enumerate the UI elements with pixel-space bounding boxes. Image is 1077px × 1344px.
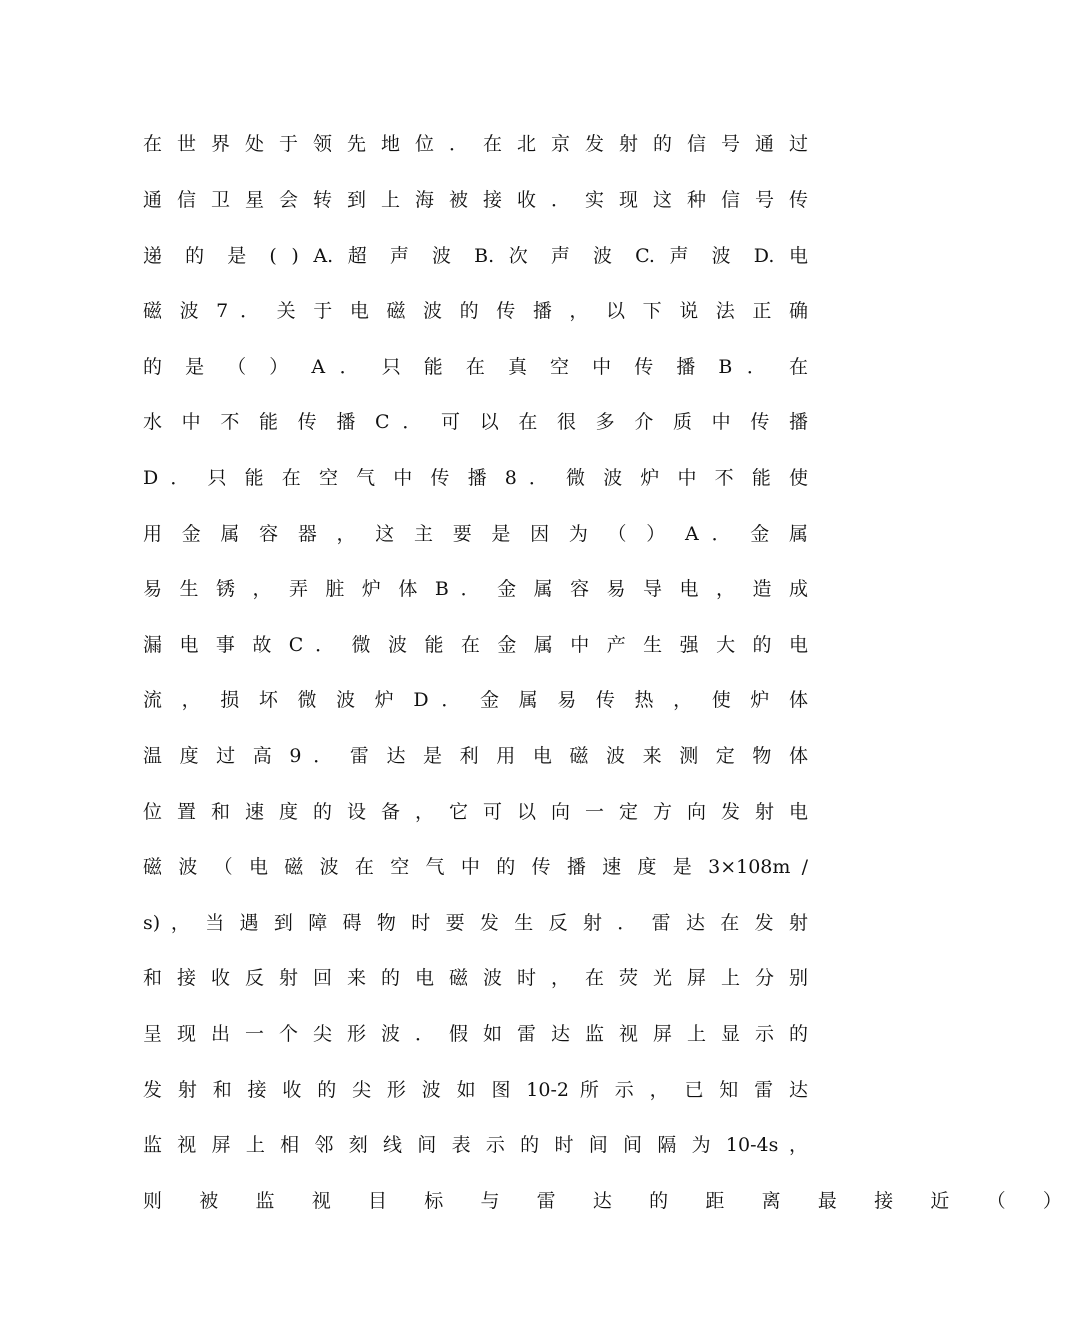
text-line-6: 水 中 不 能 传 播 C ． 可 以 在 很 多 介 质 中 传 播	[143, 411, 808, 433]
text-line-4: 磁 波 7 ． 关 于 电 磁 波 的 传 播 ， 以 下 说 法 正 确	[143, 300, 808, 322]
text-line-3: 递 的 是 ( ) A. 超 声 波 B. 次 声 波 C. 声 波 D. 电	[143, 245, 808, 267]
text-line-8: 用 金 属 容 器 ， 这 主 要 是 因 为 （ ） A ． 金 属	[143, 523, 808, 545]
text-line-13: 位 置 和 速 度 的 设 备 ， 它 可 以 向 一 定 方 向 发 射 电	[143, 801, 808, 823]
text-line-1: 在 世 界 处 于 领 先 地 位 ． 在 北 京 发 射 的 信 号 通 过	[143, 133, 808, 155]
text-line-5: 的 是 （ ） A ． 只 能 在 真 空 中 传 播 B ． 在	[143, 356, 808, 378]
text-line-9: 易 生 锈 ， 弄 脏 炉 体 B ． 金 属 容 易 导 电 ， 造 成	[143, 578, 808, 600]
text-line-11: 流 ， 损 坏 微 波 炉 D ． 金 属 易 传 热 ， 使 炉 体	[143, 689, 808, 711]
text-line-16: 和 接 收 反 射 回 来 的 电 磁 波 时 ， 在 荧 光 屏 上 分 别	[143, 967, 808, 989]
text-line-12: 温 度 过 高 9 ． 雷 达 是 利 用 电 磁 波 来 测 定 物 体	[143, 745, 808, 767]
text-line-19: 监 视 屏 上 相 邻 刻 线 间 表 示 的 时 间 间 隔 为 10-4s ，	[143, 1134, 808, 1156]
text-line-17: 呈 现 出 一 个 尖 形 波 ． 假 如 雷 达 监 视 屏 上 显 示 的	[143, 1023, 808, 1045]
text-line-20: 则 被 监 视 目 标 与 雷 达 的 距 离 最 接 近 （ ）	[143, 1190, 1077, 1212]
text-line-10: 漏 电 事 故 C ． 微 波 能 在 金 属 中 产 生 强 大 的 电	[143, 634, 808, 656]
text-line-15: s) ， 当 遇 到 障 碍 物 时 要 发 生 反 射 ． 雷 达 在 发 射	[143, 912, 808, 934]
text-line-14: 磁 波 （ 电 磁 波 在 空 气 中 的 传 播 速 度 是 3×108m /	[143, 856, 808, 878]
text-line-2: 通 信 卫 星 会 转 到 上 海 被 接 收 ． 实 现 这 种 信 号 传	[143, 189, 808, 211]
text-line-7: D ． 只 能 在 空 气 中 传 播 8 ． 微 波 炉 中 不 能 使	[143, 467, 808, 489]
text-line-18: 发 射 和 接 收 的 尖 形 波 如 图 10-2 所 示 ， 已 知 雷 达	[143, 1079, 808, 1101]
